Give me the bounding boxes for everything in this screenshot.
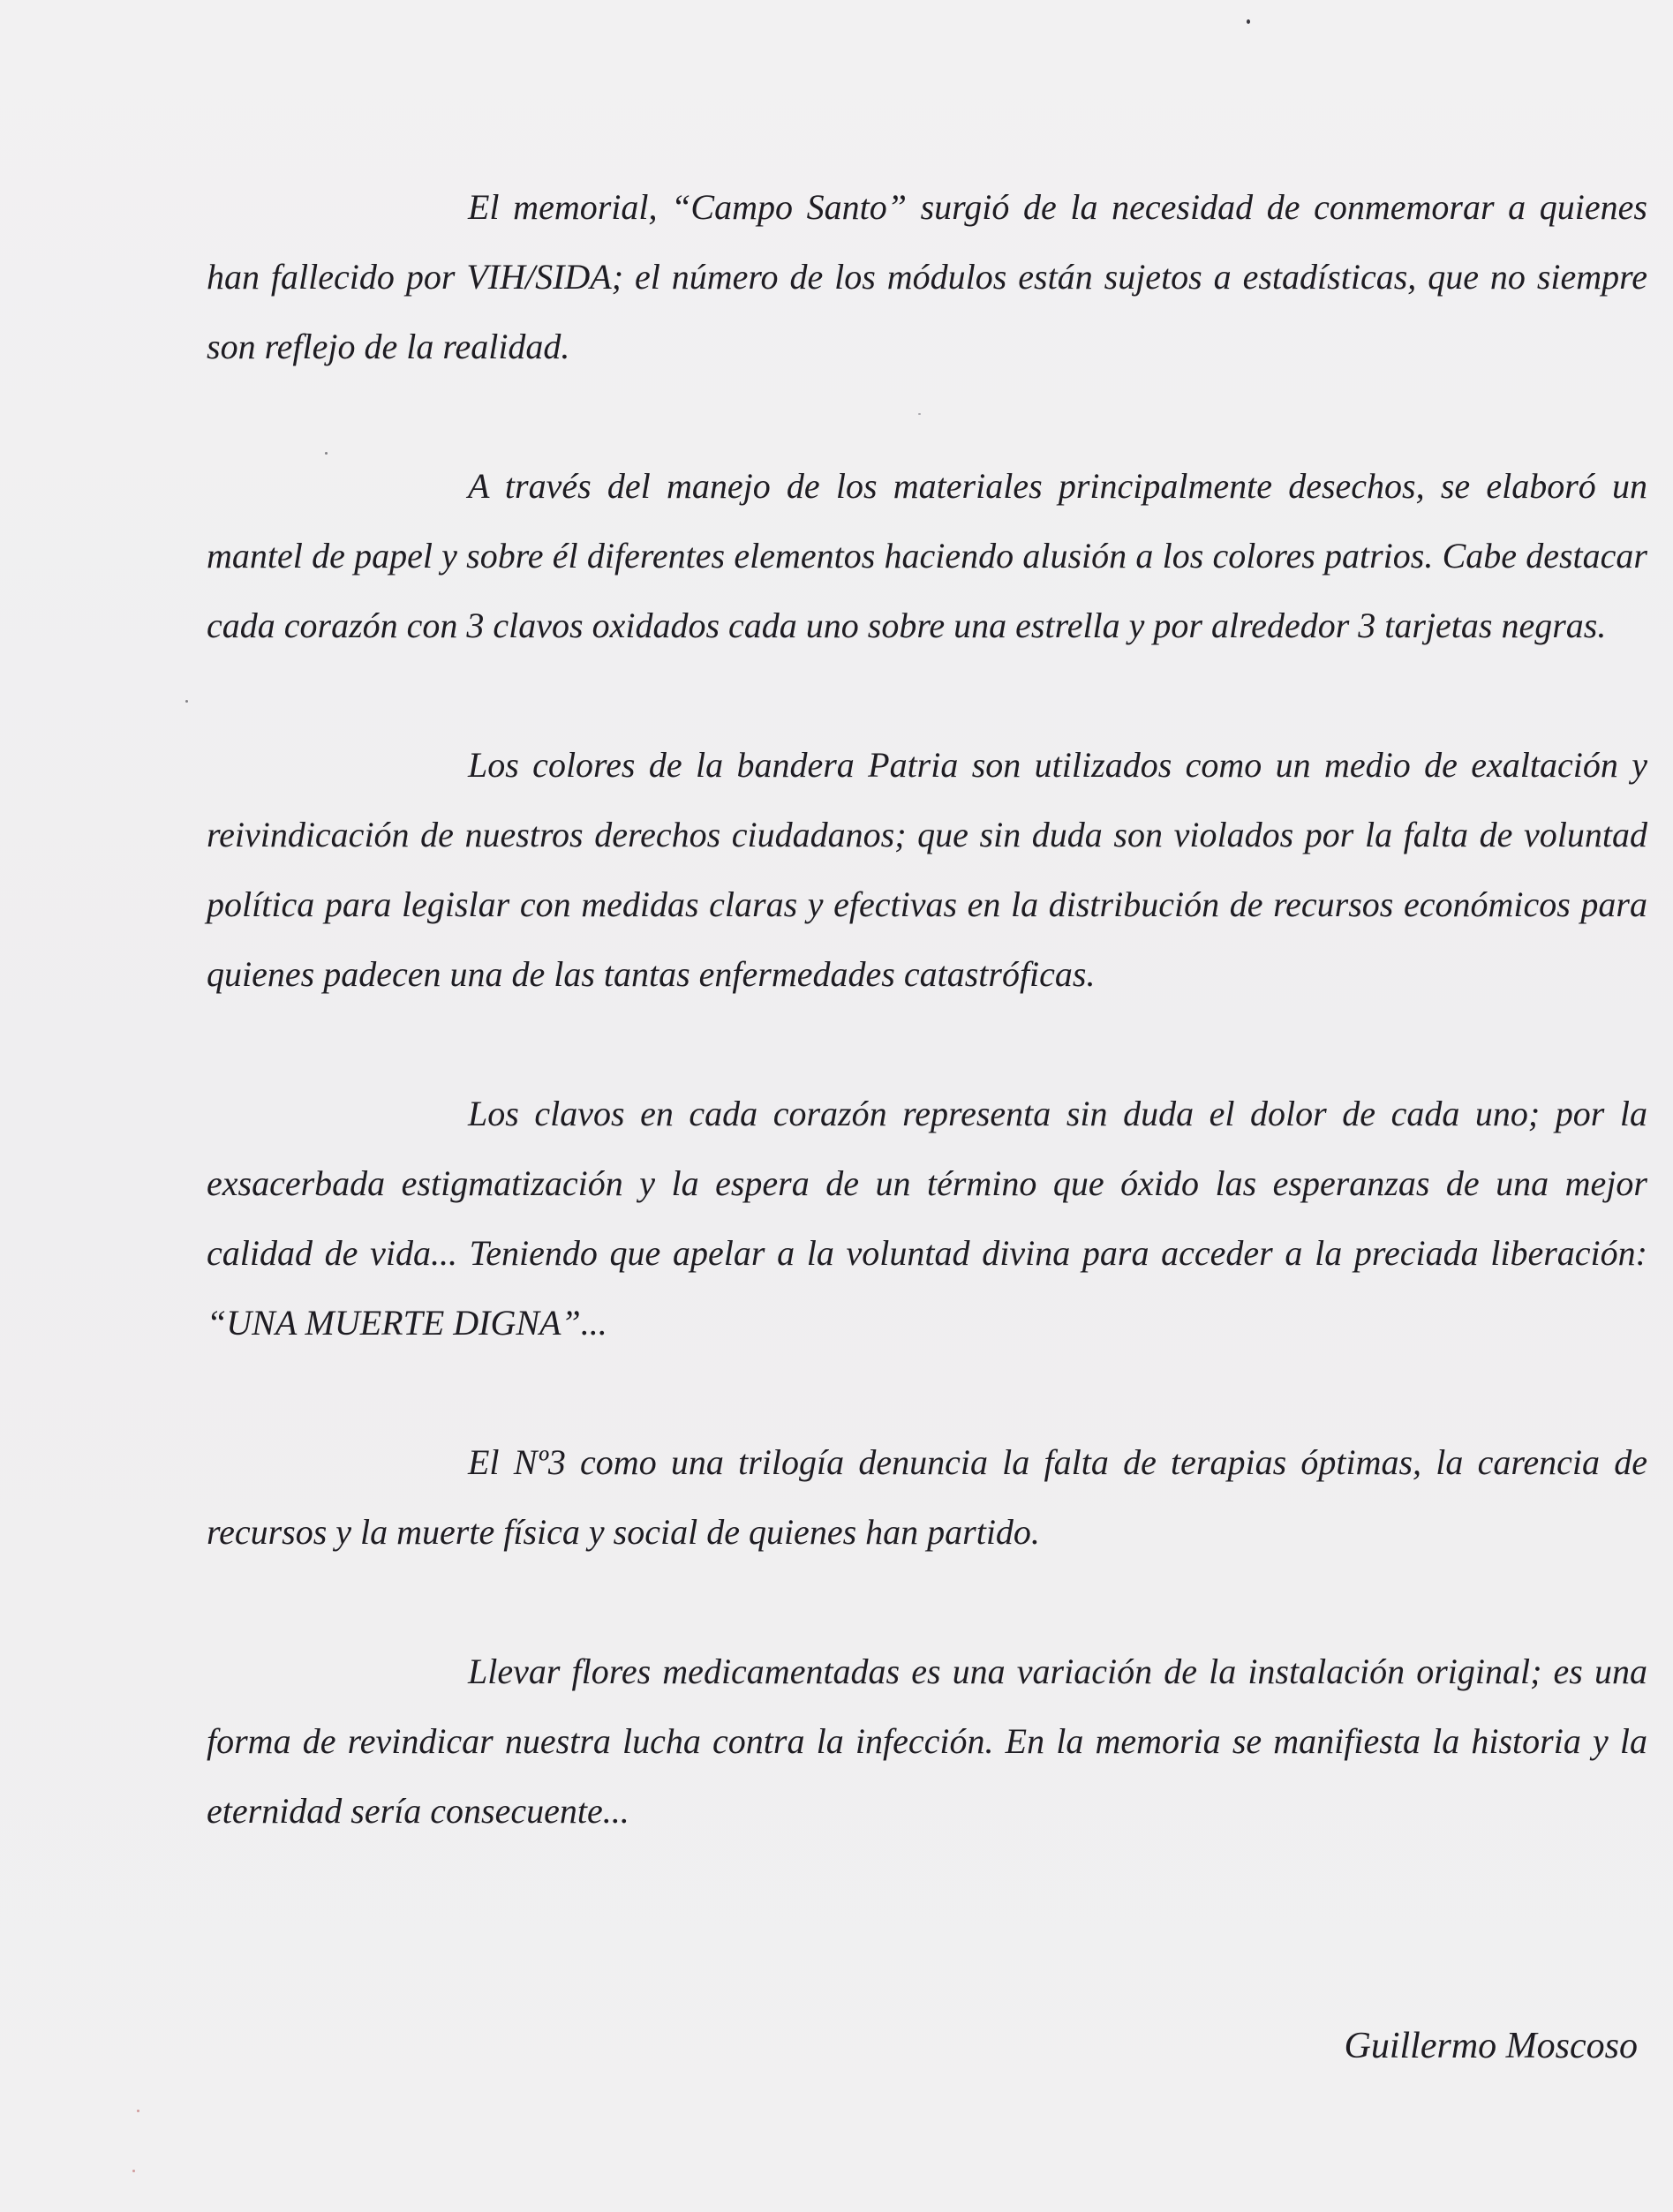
document-body xyxy=(207,172,1647,1915)
paper-speck-3 xyxy=(185,700,188,703)
paper-speck-2 xyxy=(325,452,328,455)
paragraph-2: A través del manejo de los materiales principalmente desechos, se elaboró un mantel de papel y sobre él diferentes elementos haciendo alusión a los colores patrios. Cabe destacar cada corazón con 3 clavos oxidados cada uno sobre una estrella y por alrededor 3 tarjetas negras. xyxy=(207,466,1647,645)
paragraph-6: Llevar flores medicamentadas es una variación de la instalación original; es una forma de revindicar nuestra lucha contra la infección. En la memoria se manifiesta la historia y la eternidad sería consecuente... xyxy=(207,1651,1647,1831)
paragraph-3: Los colores de la bandera Patria son utilizados como un medio de exaltación y reivindicación de nuestros derechos ciudadanos; que sin duda son violados por la falta de voluntad política para legislar con medidas claras y efectivas en la distribución de recursos económicos para quienes padecen una de las tantas enfermedades catastróficas. xyxy=(207,745,1647,994)
paragraph-5: El Nº3 como una trilogía denuncia la falta de terapias óptimas, la carencia de recursos y la muerte física y social de quienes han partido. xyxy=(207,1442,1647,1552)
signature: Guillermo Moscoso xyxy=(1344,2026,1638,2066)
paper-speck-5 xyxy=(137,2110,139,2112)
paper-speck-4 xyxy=(918,413,921,415)
paper-speck-1 xyxy=(1247,19,1250,24)
paragraph-1: El memorial, “Campo Santo” surgió de la necesidad de conmemorar a quienes han fallecido por VIH/SIDA; el número de los módulos están sujetos a estadísticas, que no siempre son reflejo de la realidad. xyxy=(207,187,1647,366)
paragraph-4: Los clavos en cada corazón representa sin duda el dolor de cada uno; por la exsacerbada estigmatización y la espera de un término que óxido las esperanzas de una mejor calidad de vida... Teniendo que apelar a la voluntad divina para acceder a la preciada liberación: “UNA MUERTE DIGNA”... xyxy=(207,1094,1647,1343)
paper-speck-6 xyxy=(132,2170,135,2172)
